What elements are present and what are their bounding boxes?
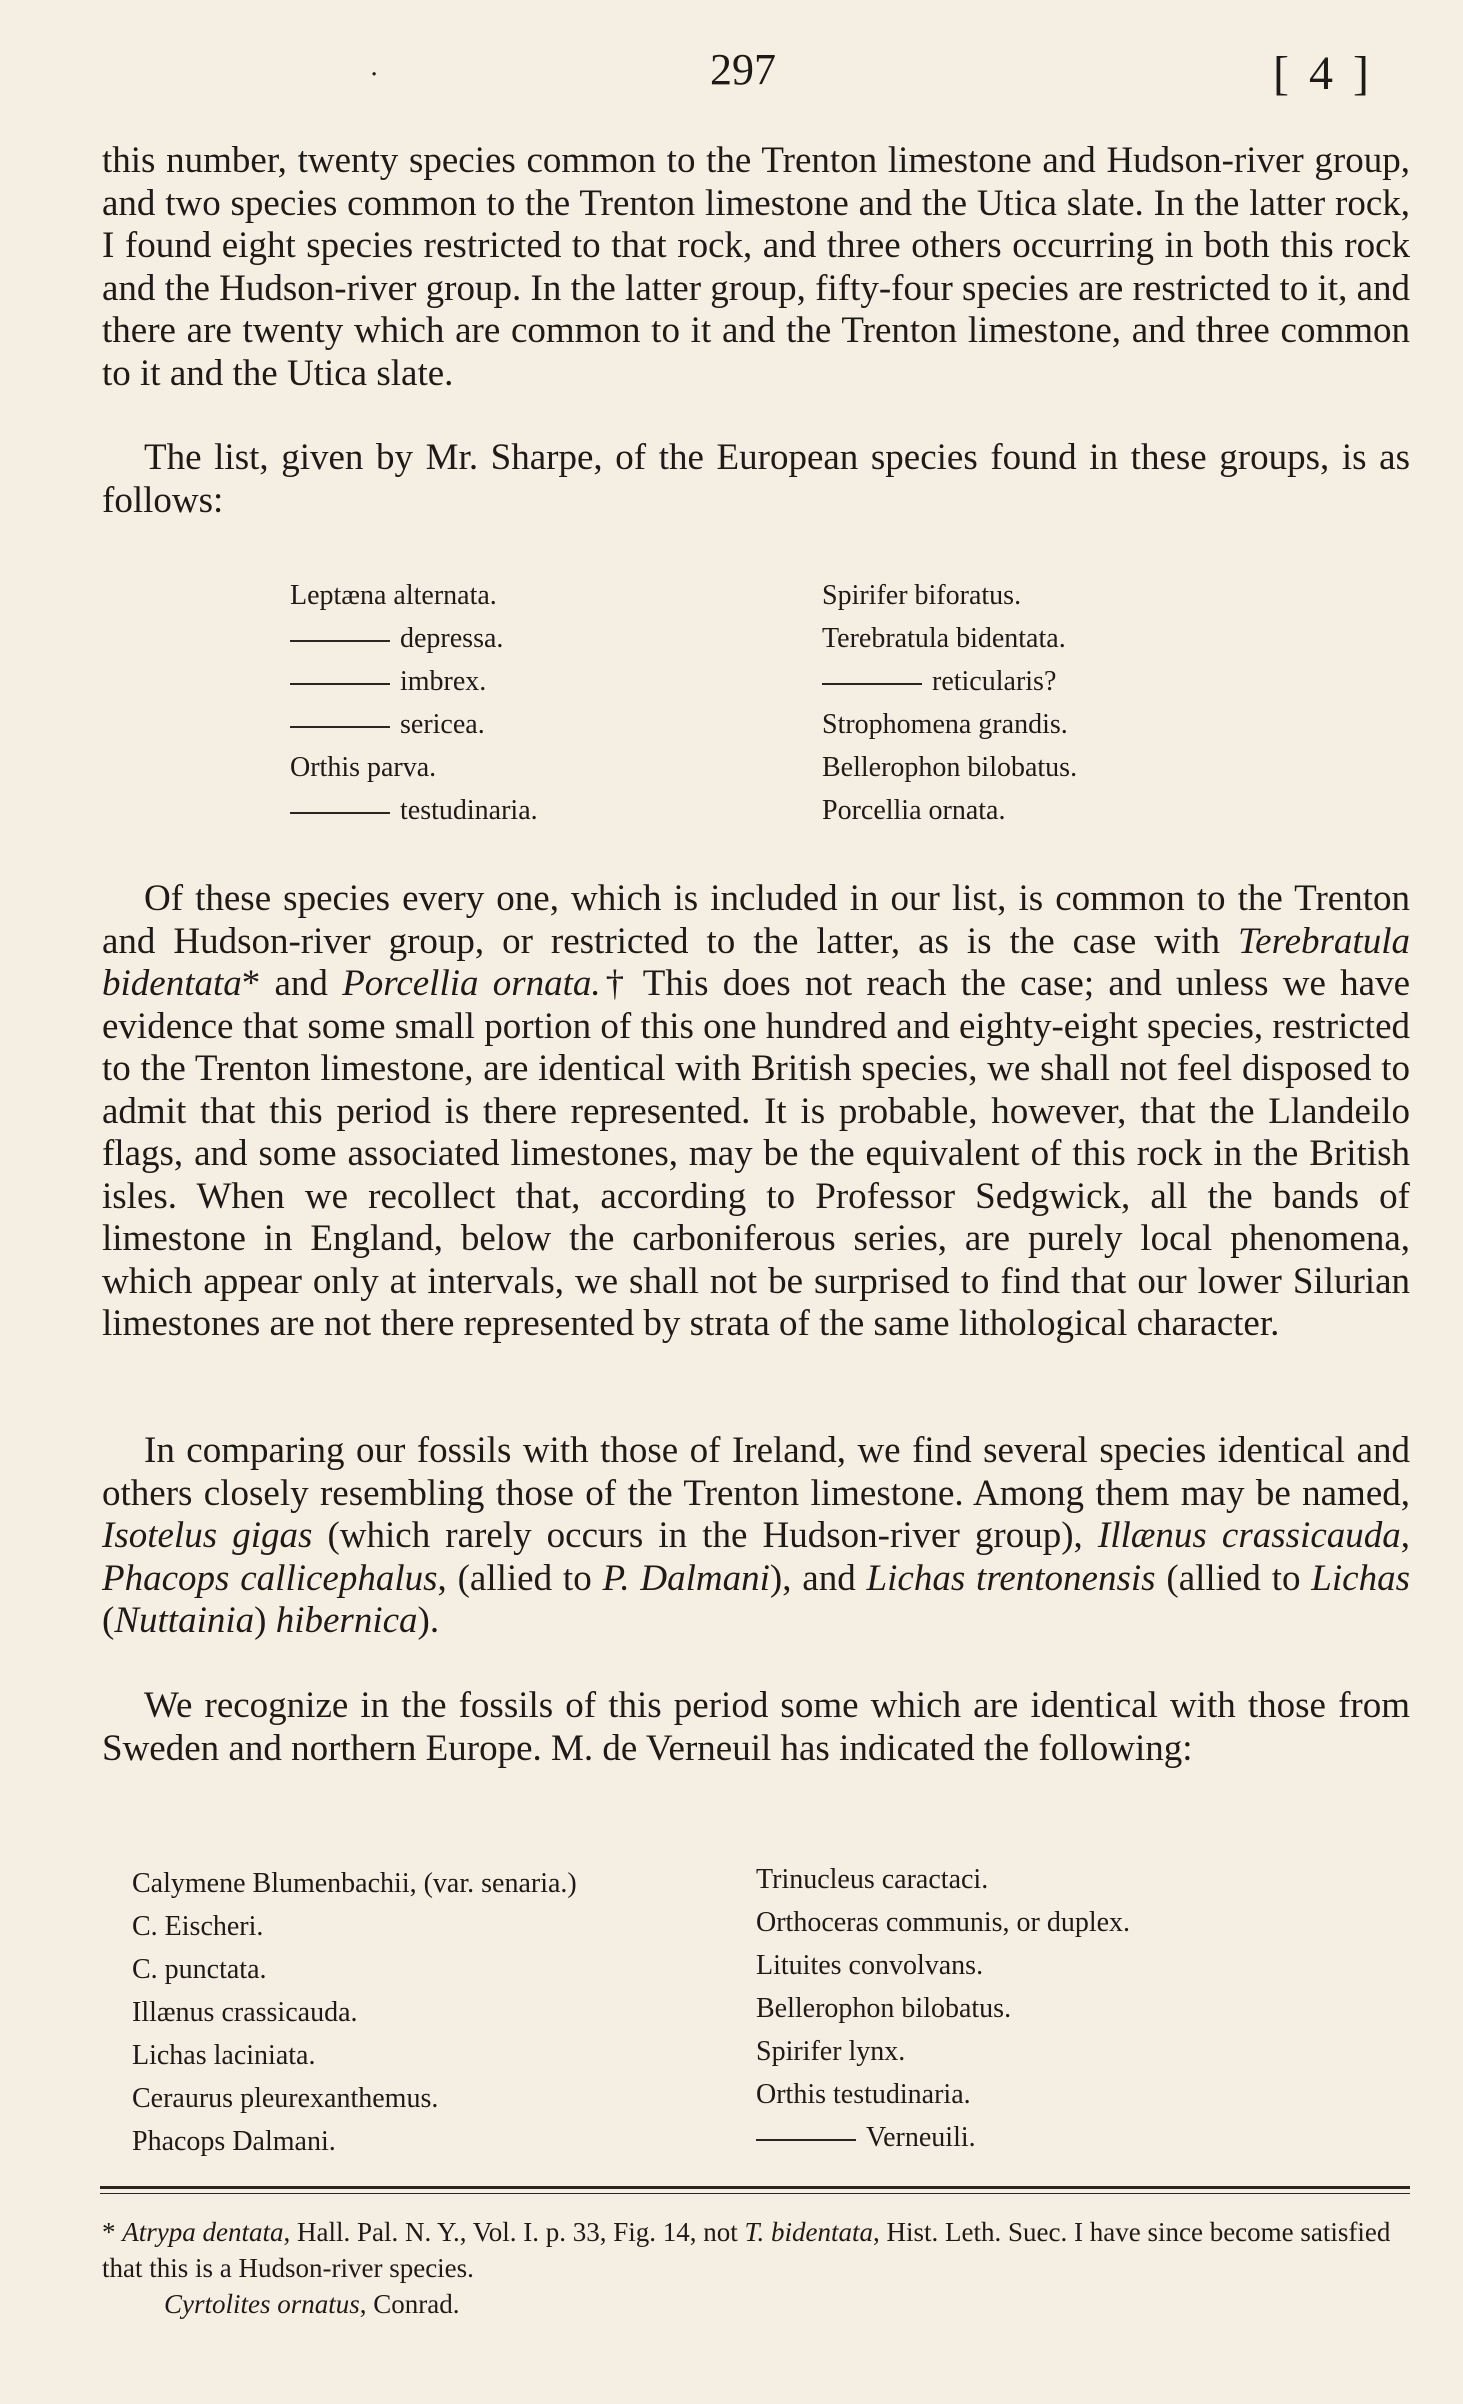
list1-left-item-text: Leptæna alternata. (290, 580, 497, 611)
ditto-dash (756, 2139, 856, 2141)
footnote-1-text-a: , Hall. Pal. N. Y., Vol. I. p. 33, Fig. 14, not (283, 2217, 745, 2247)
list1-right-item-text: reticularis? (932, 666, 1057, 697)
list1-right-item-text: Strophomena grandis. (822, 709, 1068, 740)
list1-right-item-text: Bellerophon bilobatus. (822, 752, 1078, 783)
footnote-2-italic: Cyrtolites ornatus (164, 2289, 360, 2319)
p4-italic-8: hibernica (275, 1600, 418, 1641)
list2-left-item-text: Illænus crassicauda. (132, 1997, 358, 2028)
footnote-1-text-b: , Hist. Leth. Suec. I have since become satisfied that this is a Hudson-river species. (102, 2217, 1391, 2283)
list2-right-item-text: Trinucleus caractaci. (756, 1864, 989, 1895)
list2-left-item (132, 1862, 577, 1905)
list2-right-item (756, 2116, 1130, 2159)
list2-left-item (132, 2120, 577, 2163)
list2-right-item (756, 1987, 1130, 2030)
list2-left-item (132, 1948, 577, 1991)
p4-italic-7: Nuttainia (114, 1600, 255, 1641)
list2-right-item (756, 1858, 1130, 1901)
footnote-1-italic-2: T. bidentata (744, 2217, 874, 2247)
ditto-dash (290, 640, 390, 642)
list2-right-item (756, 2030, 1130, 2073)
species-list-2-right (756, 1858, 1130, 2159)
list1-left-item (290, 703, 538, 746)
list2-left-item-text: Ceraurus pleurexanthemus. (132, 2083, 439, 2114)
list2-right-item-text: Orthoceras communis, or duplex. (756, 1907, 1131, 1938)
list2-right-item-text: Bellerophon bilobatus. (756, 1993, 1012, 2024)
list2-right-item-text: Spirifer lynx. (756, 2036, 906, 2067)
list2-left-item (132, 2034, 577, 2077)
footnote-rule (100, 2186, 1410, 2189)
list1-left-item-text: testudinaria. (400, 795, 538, 826)
p4-text-c: , (1400, 1515, 1410, 1556)
list2-left-item-text: Lichas laciniata. (132, 2040, 316, 2071)
ditto-dash (290, 726, 390, 728)
species-list-1-right (822, 574, 1077, 832)
list2-right-item (756, 2073, 1130, 2116)
list2-left-item (132, 1905, 577, 1948)
p4-text-g: ( (102, 1600, 115, 1641)
p4-italic-2: Illænus crassicauda (1097, 1515, 1401, 1556)
sheet-mark: [ 4 ] (1273, 47, 1373, 100)
list2-right-item-text: Lituites convolvans. (756, 1950, 984, 1981)
list1-left-item (290, 574, 538, 617)
p3-italic-2: Porcellia ornata. (342, 963, 601, 1004)
p4-text-a: In comparing our fossils with those of Ireland, we find several species identical and others closely resembling those of the Trenton limestone. Among them may be named, (102, 1430, 1410, 1514)
species-list-2-left (132, 1862, 577, 2163)
list1-right-item (822, 574, 1077, 617)
list1-right-item (822, 703, 1077, 746)
p4-text-b: (which rarely occurs in the Hudson-river group), (312, 1515, 1098, 1556)
p4-text-h: ) (254, 1600, 276, 1641)
footnote-1 (102, 2214, 1412, 2286)
ditto-dash (290, 683, 390, 685)
list2-left-item-text: Calymene Blumenbachii, (var. senaria.) (132, 1868, 577, 1899)
list2-left-item-text: Phacops Dalmani. (132, 2126, 336, 2157)
paragraph-1: this number, twenty species common to the Trenton limestone and Hudson-river group, and two species common to the Trenton limestone and the Utica slate. In the latter rock, I found eight species restricted to that rock, and three others occurring in both this rock and the Hudson-river group. In the latter group, fifty-four species are restricted to it, and there are twenty which are common to it and the Trenton limestone, and three common to it and the Utica slate. (102, 140, 1410, 394)
p3-italic-1: Terebratula bidentata (102, 920, 1410, 1004)
p4-text-e: ), and (769, 1557, 867, 1599)
list1-left-item-text: Orthis parva. (290, 752, 437, 783)
list1-right-item (822, 746, 1077, 789)
list1-right-item-text: Porcellia ornata. (822, 795, 1006, 826)
footnotes (102, 2214, 1412, 2322)
list1-left-item (290, 789, 538, 832)
page-number: 297 (710, 45, 776, 94)
list1-left-item (290, 660, 538, 703)
list2-left-item-text: C. punctata. (132, 1954, 267, 1985)
ditto-dash (822, 683, 922, 685)
footnote-2 (102, 2286, 1412, 2322)
list2-left-item (132, 1991, 577, 2034)
p4-italic-1: Isotelus gigas (102, 1515, 313, 1556)
list1-left-item (290, 617, 538, 660)
p4-italic-5: Lichas trentonensis (866, 1557, 1156, 1599)
p4-italic-3: Phacops callicephalus (102, 1557, 438, 1599)
list1-right-item (822, 789, 1077, 832)
p3-text-a: Of these species every one, which is included in our list, is common to the Trenton and Hudson-river group, or restricted to the latter, as is the case with (102, 878, 1410, 962)
ditto-dash (290, 812, 390, 814)
footnote-1-mark: * (102, 2217, 123, 2247)
p3-text-c: † This does not reach the case; and unless we have evidence that some small portion of this one hundred and eighty-eight species, restricted to the Trenton limestone, are identical with British species, we shall not feel disposed to admit that this period is there represented. It is probable, however, that the Llandeilo flags, and some associated limestones, may be the equivalent of this rock in the British isles. When we recollect that, according to Professor Sedgwick, all the bands of limestone in England, below the carboniferous series, are purely local phenomena, which appear only at intervals, we shall not be surprised to find that our lower Silurian limestones are not there represented by strata of the same lithological character. (102, 963, 1410, 1344)
list1-left-item (290, 746, 538, 789)
page-header (100, 40, 1403, 110)
list1-right-item (822, 617, 1077, 660)
list2-right-item (756, 1944, 1130, 1987)
header-dot: · (370, 60, 379, 90)
paragraph-5: We recognize in the fossils of this period some which are identical with those from Sweden and northern Europe. M. de Verneuil has indicated the following: (102, 1685, 1410, 1769)
list2-left-item (132, 2077, 577, 2120)
list1-right-item-text: Terebratula bidentata. (822, 623, 1066, 654)
footnote-rule-thin (100, 2193, 1410, 2194)
paragraph-2: The list, given by Mr. Sharpe, of the European species found in these groups, is as follows: (102, 437, 1410, 521)
list2-left-item-text: C. Eischeri. (132, 1911, 264, 1942)
list2-right-item (756, 1901, 1130, 1944)
list1-right-item (822, 660, 1077, 703)
p4-italic-4: P. Dalmani (602, 1557, 770, 1599)
paragraph-3 (102, 878, 1410, 1346)
list2-right-item-text: Verneuili. (866, 2122, 976, 2153)
list1-left-item-text: depressa. (400, 623, 504, 654)
p3-text-b: * and (241, 963, 343, 1004)
p4-text-k: ). (417, 1600, 440, 1641)
species-list-1-left (290, 574, 538, 832)
footnote-2-text: , Conrad. (359, 2289, 460, 2319)
paragraph-4 (102, 1430, 1410, 1643)
p4-text-d: , (allied to (437, 1557, 603, 1599)
p4-text-f: (allied to (1155, 1557, 1312, 1599)
list2-right-item-text: Orthis testudinaria. (756, 2079, 971, 2110)
footnote-1-italic-1: Atrypa dentata (122, 2217, 284, 2247)
list1-left-item-text: imbrex. (400, 666, 487, 697)
list1-right-item-text: Spirifer biforatus. (822, 580, 1022, 611)
p4-italic-6: Lichas (1311, 1557, 1410, 1599)
list1-left-item-text: sericea. (400, 709, 485, 740)
